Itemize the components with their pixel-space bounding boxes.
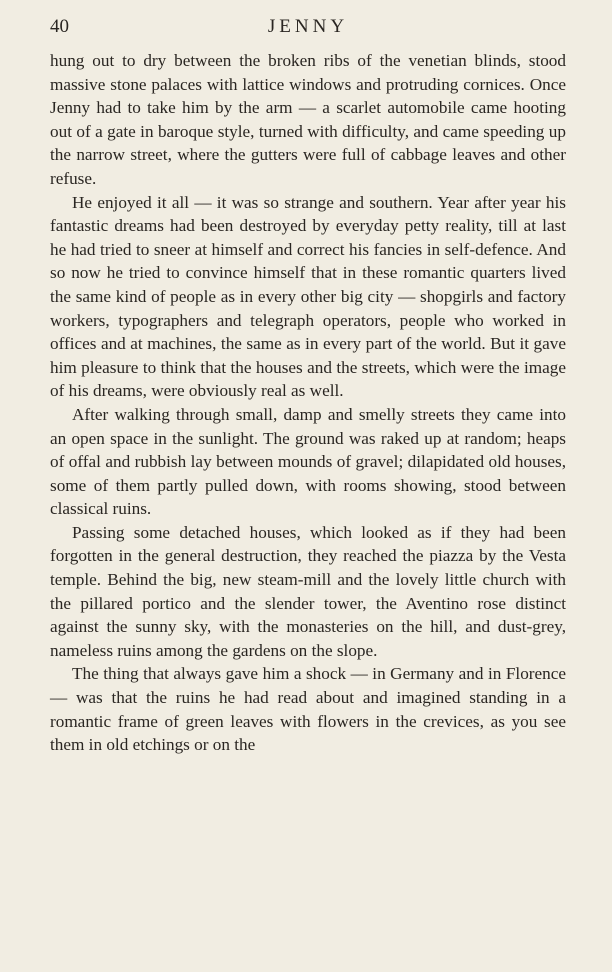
body-text [50, 49, 566, 757]
page-number: 40 [50, 16, 69, 37]
paragraph-3: After walking through small, damp and smelly streets they came into an open space in the sunlight. The ground was raked up at random; heaps of offal and rubbish lay between mounds of gravel; dilapidated old houses, some of them partly pulled down, with rooms showing, stood between classical ruins. [50, 404, 566, 519]
paragraph-4: Passing some detached houses, which looked as if they had been forgotten in the general destruction, they reached the piazza by the Vesta temple. Behind the big, new steam-mill and the lovely little church with the pillared portico and the slender tower, the Aventino rose distinct against the sunny sky, with the monasteries on the hill, and dust-grey, nameless ruins among the gardens on the slope. [50, 522, 566, 660]
paragraph-1: hung out to dry between the broken ribs of the venetian blinds, stood massive stone palaces with lattice windows and protruding cornices. Once Jenny had to take him by the arm — a scarlet automobile came hooting out of a gate in baroque style, turned with difficulty, and came speeding up the narrow street, where the gutters were full of cabbage leaves and other refuse. [50, 51, 566, 188]
paragraph-2: He enjoyed it all — it was so strange and southern. Year after year his fantastic dreams had been destroyed by everyday petty reality, till at last he had tried to sneer at himself and correct his fancies in self-defence. And so now he tried to convince himself that in these romantic quarters lived the same kind of people as in every other big city — shopgirls and factory workers, typographers and telegraph operators, people who worked in offices and at machines, the same as in every part of the world. But it gave him pleasure to think that the houses and the streets, which were the image of his dreams, were obviously real as well. [50, 192, 566, 401]
page-header [50, 14, 566, 44]
paragraph-5: The thing that always gave him a shock — in Germany and in Florence — was that the ruins he had read about and imagined standing in a romantic frame of green leaves with flowers in the crevices, as you see them in old etchings or on the [50, 664, 566, 755]
running-head: JENNY [267, 16, 349, 37]
